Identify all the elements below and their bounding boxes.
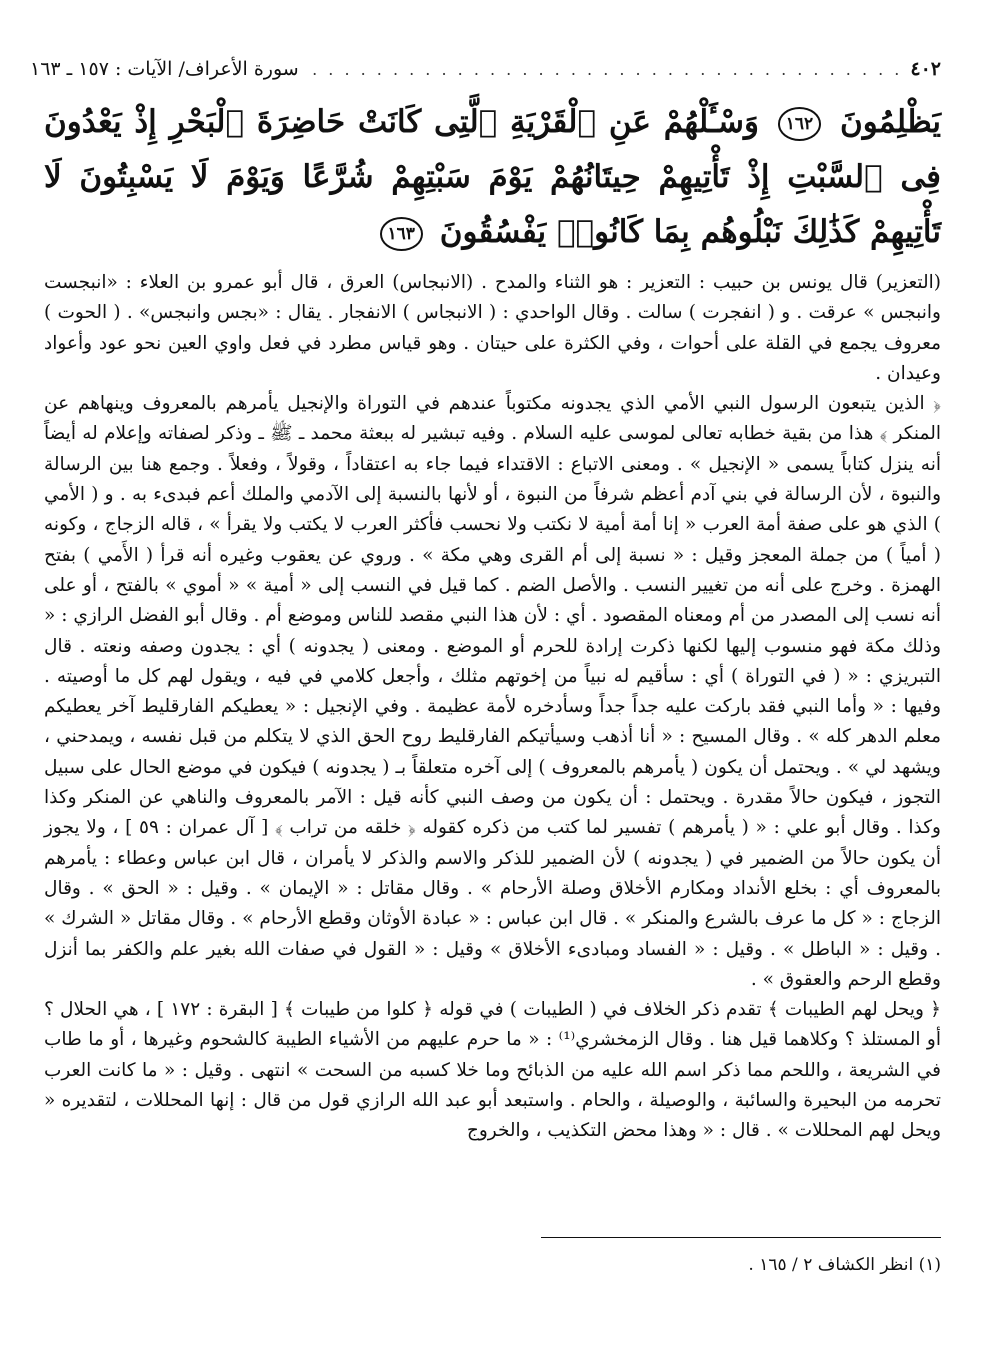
ayah-marker-163: ١٦٣ (380, 217, 423, 251)
commentary-paragraph-ummi-prophet: ﴿ الذين يتبعون الرسول النبي الأمي الذي يجدونه مكتوباً عندهم في التوراة والإنجيل يأمرهم بالمعروف وينهاهم عن المنكر ﴾ هذا من بقية خطابه تعالى لموسى عليه السلام . وفيه تبشير له ببعثة محمد ـ ﷺ ـ وذكر لصفاته وإعلام له أيضاً أنه ينزل كتاباً يسمى « الإنجيل » . ومعنى الاتباع : الاقتداء فيما جاء به اعتقاداً ، وقولاً ، وفعلاً . وجمع هنا بين الرسالة والنبوة ، لأن الرسالة في بني آدم أعظم شرفاً من النبوة ، أو لأنها بالنسبة إلى الآدمي والملك أعم فبدىء به . و ( الأمي ) الذي هو على صفة أمة العرب « إنا أمة أمية لا نكتب ولا نحسب فأكثر العرب لا يكتب ولا يقرأ » ، قاله الزجاج ، وكونه ( أمياً ) من جملة المعجز وقيل : « نسبة إلى أم القرى وهي مكة » . وروي عن يعقوب وغيره أنه قرأ ( الأَمي ) بفتح الهمزة . وخرج على أنه من تغيير النسب . والأصل الضم . كما قيل في النسب إلى « أمية » « أموي » بالفتح ، أو على أنه نسب إلى المصدر من أم ومعناه المقصود . أي : لأن هذا النبي مقصد للناس وموضع أم . وقال أبو الفضل الرازي : « وذلك مكة فهو منسوب إليها لكنها ذكرت إرادة للحرم أو الموضع . ومعنى ( يجدونه ) أي : يجدون وصفه ونعته . قال التبريزي : « ( في التوراة ) أي : سأقيم له نبياً من إخوتهم مثلك ، وأجعل كلامي في فيه ، ويقول لهم كل ما أوصيته . وفيها : « وأما النبي فقد باركت عليه جداً جداً وسأدخره لأمة عظيمة . وفي الإنجيل : « يعطيكم الفارقليط آخر يعطيكم معلم الدهر كله » . وقال المسيح : « أنا أذهب وسيأتيكم الفارقليط روح الحق الذي لا يتكلم من قبل نفسه ، ويمدحني ، ويشهد لي » . ويحتمل أن يكون ( يأمرهم بالمعروف ) إلى آخره متعلقاً بـ ( يجدونه ) فيكون في موضع الحال على سبيل التجوز ، فيكون حالاً مقدرة . ويحتمل : أن يكون من وصف النبي كأنه قيل : الآمر بالمعروف والناهي عن المنكر وكذا وكذا . وقال أبو علي : « ( يأمرهم ) تفسير لما كتب من ذكره كقوله ﴿ خلقه من تراب ﴾ [ آل عمران : ٥٩ ] ، ولا يجوز أن يكون حالاً من الضمير في ( يجدونه ) لأن الضمير للذكر والاسم والذكر لا يأمران ، قال ابن عباس وعطاء : يأمرهم بالمعروف أي : بخلع الأنداد ومكارم الأخلاق وصلة الأرحام » . وقال مقاتل : « الإيمان » . وقيل : « الحق » . وقال الزجاج : « كل ما عرف بالشرع والمنكر » . قال ابن عباس : « عبادة الأوثان وقطع الأرحام » . وقال مقاتل « الشرك » . وقيل : « الباطل » . وقيل : « الفساد ومبادىء الأخلاق » وقيل : « القول في صفات الله بغير علم والكفر بما أنزل وقطع الرحم والعقوق » . (44, 393, 941, 990)
leader-dots (307, 60, 903, 79)
ayah-marker-162: ١٦٢ (778, 107, 821, 141)
commentary-paragraph-tayyibat: ﴿ ويحل لهم الطيبات ﴾ تقدم ذكر الخلاف في ( الطيبات ) في قوله ﴿ كلوا من طيبات ﴾ [ البقرة : ١٧٢ ] ، هي الحلال ؟ أو المستلذ ؟ وكلاهما قيل هنا . وقال الزمخشري⁽¹⁾ : « ما حرم عليهم من الأشياء الطيبة كالشحوم وغيرها ، أو ما طاب في الشريعة ، واللحم مما ذكر اسم الله عليه من الذبائح وما خلا كسبه من السحت » انتهى . وقيل : « ما كانت العرب تحرمه من البحيرة والسائبة ، والوصيلة ، والحام . واستبعد أبو عبد الله الرازي قول من قال : إنها المحللات ، لتقديره « ويحل لهم المحللات » . قال : « وهذا محض التكذيب ، والخروج (44, 999, 941, 1142)
page-number: ٤٠٢ (910, 58, 941, 80)
surah-reference: سورة الأعراف/ الآيات : ١٥٧ ـ ١٦٣ (30, 58, 299, 80)
verse-162-ending: يَظْلِمُونَ (839, 104, 942, 140)
running-header (30, 58, 941, 88)
footnote: (١) انظر الكشاف ٢ / ١٦٥ . (748, 1255, 941, 1275)
commentary-paragraph-vocabulary: (التعزير) قال يونس بن حبيب : التعزير : هو الثناء والمدح . (الانبجاس) العرق ، قال أبو عمرو بن العلاء : «انبجست وانبجس » عرقت . و ( انفجرت ) سالت . وقال الواحدي : ( الانبجاس ) الانفجار . يقال : «بجس وانبجس» . ( الحوت ) معروف يجمع في القلة على أحوات ، وفي الكثرة على حيتان . وهو قياس مطرد في فعل واوي العين نحو عود وأعواد وعيدان . (44, 272, 941, 384)
quran-verses (44, 95, 941, 260)
verse-163-text: وَسْـَٔلْهُمْ عَنِ ٱلْقَرْيَةِ ٱلَّتِى كَانَتْ حَاضِرَةَ ٱلْبَحْرِ إِذْ يَعْدُونَ فِى ٱلسَّبْتِ إِذْ تَأْتِيهِمْ حِيتَانُهُمْ يَوْمَ سَبْتِهِمْ شُرَّعًا وَيَوْمَ لَا يَسْبِتُونَ لَا تَأْتِيهِمْ كَذَٰلِكَ نَبْلُوهُم بِمَا كَانُوا۟ يَفْسُقُونَ (44, 104, 941, 250)
tafsir-commentary (44, 268, 941, 1147)
footnote-divider (541, 1237, 941, 1238)
